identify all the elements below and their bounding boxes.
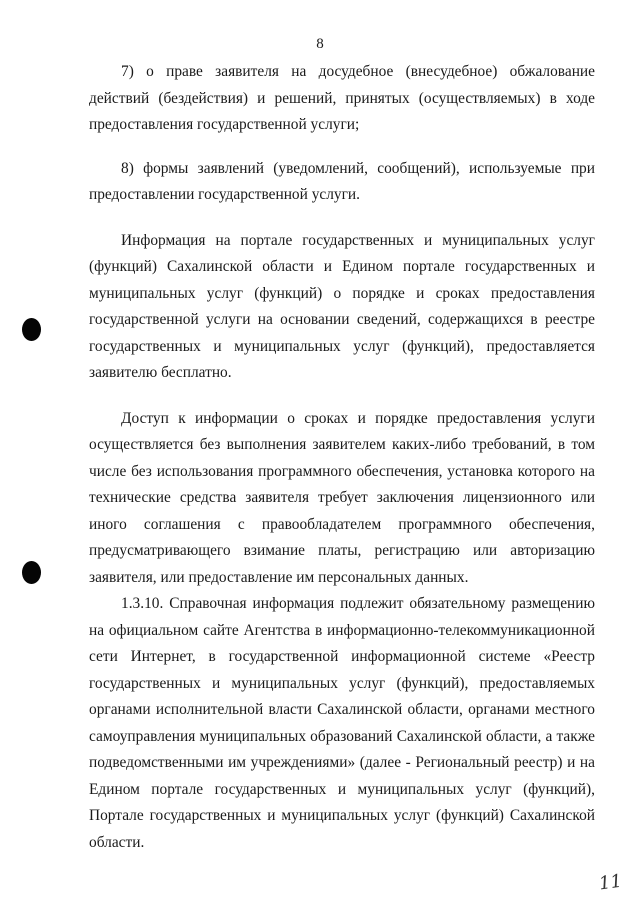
punch-hole xyxy=(22,561,41,584)
punch-hole xyxy=(22,318,41,341)
paragraph-info-portal: Информация на портале государственных и муниципальных услуг (функций) Сахалинской области и Едином портале государственных и муниципальных услуг (функций) о порядке и сроках предоставления государственной услуги на основании сведений, содержащихся в реестре государственных и муниципальных услуг (функций), предоставляется заявителю бесплатно. xyxy=(89,231,595,381)
handwritten-sheet-number: 11 xyxy=(597,870,624,895)
paragraph-item-8: 8) формы заявлений (уведомлений, сообщений), используемые при предоставлении государственной услуги. xyxy=(89,159,595,203)
paragraph-item-7: 7) о праве заявителя на досудебное (внесудебное) обжалование действий (бездействия) и решений, принятых (осуществляемых) в ходе предоставления государственной услуги; xyxy=(89,63,595,133)
document-body xyxy=(89,59,595,856)
paragraph-1-3-10: 1.3.10. Справочная информация подлежит обязательному размещению на официальном сайте Агентства в информационно-телекоммуникационной сети Интернет, в государственной информационной системе «Реестр государственных и муниципальных услуг (функций), предоставляемых органами исполнительной власти Сахалинской области, органами местного самоуправления муниципальных образований Сахалинской области, а также подведомственными им учреждениями» (далее - Региональный реестр) и на Едином портале государственных и муниципальных услуг (функций), Портале государственных и муниципальных услуг (функций) Сахалинской области. xyxy=(89,595,595,851)
page-number: 8 xyxy=(316,36,324,52)
paragraph-access: Доступ к информации о сроках и порядке предоставления услуги осуществляется без выполнения заявителем каких-либо требований, в том числе без использования программного обеспечения, установка которого на технические средства заявителя требует заключения лицензионного или иного соглашения с правообладателем программного обеспечения, предусматривающего взимание платы, регистрацию или авторизацию заявителя, или предоставление им персональных данных. xyxy=(89,409,595,586)
